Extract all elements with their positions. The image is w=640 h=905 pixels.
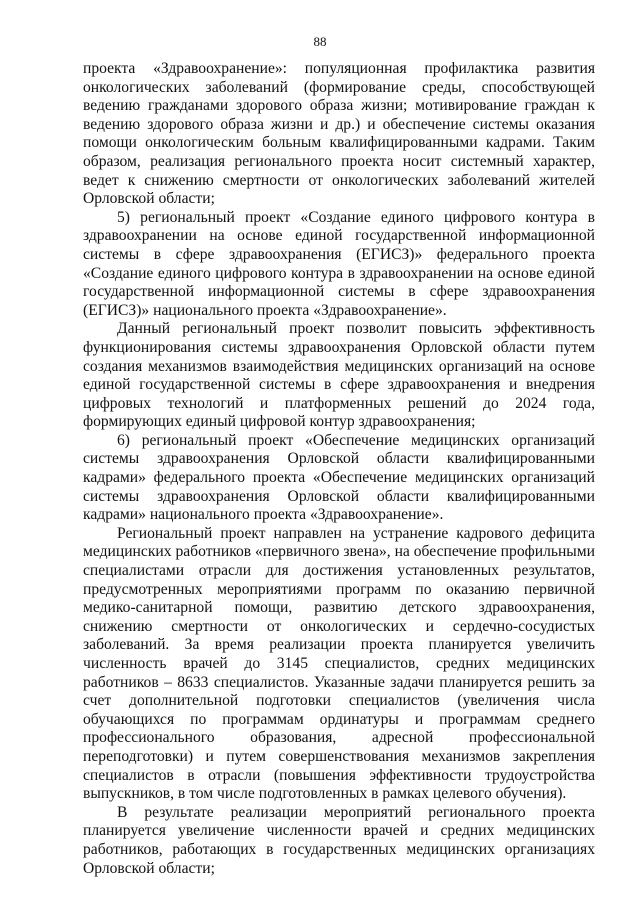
paragraph-digital-contour-project: 5) региональный проект «Создание единого цифрового контура в здравоохранении на основе единой государственной информационной системы в сфере здравоохранения (ЕГИСЗ)» федерального проекта «Создание единого цифрового контура в здравоохранении на основе единой государственной информационной системы в сфере здравоохранения (ЕГИСЗ)» национального проекта «Здравоохранение». [83,208,595,319]
document-body [83,60,595,878]
paragraph-qualified-staff-project: 6) региональный проект «Обеспечение медицинских организаций системы здравоохранения Орловской области квалифицированными кадрами» федерального проекта «Обеспечение медицинских организаций системы здравоохранения Орловской области квалифицированными кадрами» национального проекта «Здравоохранение». [83,431,595,524]
paragraph-digital-contour-effect: Данный региональный проект позволит повысить эффективность функционирования системы здравоохранения Орловской области путем создания механизмов взаимодействия медицинских организаций на основе единой государственной системы в сфере здравоохранения и внедрения цифровых технологий и платформенных решений до 2024 года, формирующих единый цифровой контур здравоохранения; [83,320,595,431]
page-number: 88 [313,34,327,49]
scan-footer-artifact [0,895,640,905]
paragraph-staff-deficit-goals: Региональный проект направлен на устранение кадрового дефицита медицинских работников «первичного звена», на обеспечение профильными специалистами отрасли для достижения установленных результатов, предусмотренных мероприятиями программ по оказанию первичной медико-санитарной помощи, развитию детского здравоохранения, снижению смертности от онкологических и сердечно-сосудистых заболеваний. За время реализации проекта планируется увеличить численность врачей до 3145 специалистов, средних медицинских работников – 8633 специалистов. Указанные задачи планируется решить за счет дополнительной подготовки специалистов (увеличения числа обучающихся по программам ординатуры и программам среднего профессионального образования, адресной профессиональной переподготовки) и путем совершенствования механизмов закрепления специалистов в отрасли (повышения эффективности трудоустройства выпускников, в том числе подготовленных в рамках целевого обучения). [83,524,595,803]
paragraph-oncology-continuation: проекта «Здравоохранение»: популяционная профилактика развития онкологических заболеваний (формирование среды, способствующей ведению гражданами здорового образа жизни; мотивирование граждан к ведению здорового образа жизни и др.) и обеспечение системы оказания помощи онкологическим больным квалифицированными кадрами. Таким образом, реализация регионального проекта носит системный характер, ведет к снижению смертности от онкологических заболеваний жителей Орловской области; [83,60,595,208]
paragraph-expected-results: В результате реализации мероприятий регионального проекта планируется увеличение численности врачей и средних медицинских работников, работающих в государственных медицинских организациях Орловской области; [83,803,595,877]
